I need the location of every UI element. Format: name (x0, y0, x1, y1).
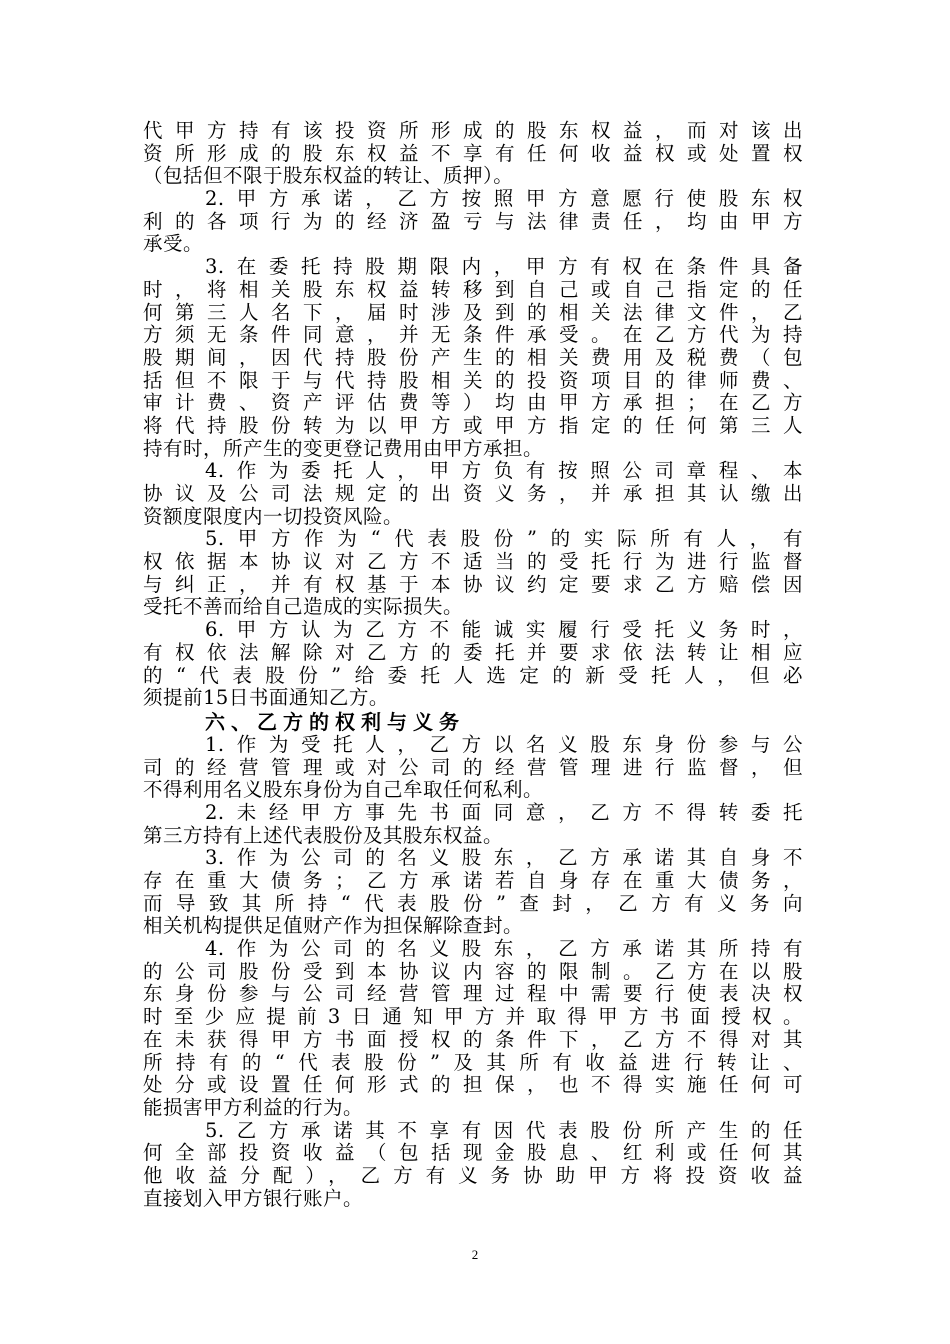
text-line: 股期间，因代持股份产生的相关费用及税费（包 (143, 345, 803, 369)
text-line: 协议及公司法规定的出资义务，并承担其认缴出 (143, 482, 803, 505)
text-line: 审计费、资产评估费等）均由甲方承担；在乙方 (143, 391, 803, 415)
text-line: 能损害甲方利益的行为。 (143, 1095, 364, 1119)
text-line: 与纠正，并有权基于本协议约定要求乙方赔偿因 (143, 572, 803, 596)
text-line: 4.作为委托人，甲方负有按照公司章程、本 (205, 459, 803, 483)
text-line: 而导致其所持“代表股份”查封，乙方有义务向 (143, 891, 803, 915)
text-line: 3.作为公司的名义股东，乙方承诺其自身不 (205, 846, 803, 870)
text-line: 代甲方持有该投资所形成的股东权益，而对该出 (143, 119, 803, 142)
text-line: 不得利用名义股东身份为自己牟取任何私利。 (143, 778, 544, 802)
text-line: 须提前15日书面通知乙方。 (143, 686, 389, 710)
text-line: 资所形成的股东权益不享有任何收益权或处置权 (143, 141, 803, 165)
section-heading: 六、乙方的权利与义务 (205, 709, 465, 734)
document-body (143, 120, 803, 1210)
text-line: 在未获得甲方书面授权的条件下，乙方不得对其 (143, 1027, 803, 1051)
text-line: 何第三人名下，届时涉及到的相关法律文件，乙 (143, 300, 803, 324)
text-line: 括但不限于与代持股相关的投资项目的律师费、 (143, 368, 803, 392)
text-line: 方须无条件同意，并无条件承受。在乙方代为持 (143, 323, 803, 347)
text-line: 所持有的“代表股份”及其所有收益进行转让、 (143, 1050, 803, 1074)
text-line: 的“代表股份”给委托人选定的新受托人，但必 (143, 663, 803, 687)
text-line: 权依据本协议对乙方不适当的受托行为进行监督 (143, 550, 803, 574)
text-line: 持有时，所产生的变更登记费用由甲方承担。 (143, 436, 544, 460)
text-line: 何全部投资收益（包括现金股息、红利或任何其 (143, 1141, 803, 1165)
text-line: 5.甲方作为“代表股份”的实际所有人，有 (205, 527, 803, 551)
text-line: 4.作为公司的名义股东，乙方承诺其所持有 (205, 937, 803, 961)
text-line: 将代持股份转为以甲方或甲方指定的任何第三人 (143, 413, 803, 437)
text-line: 6.甲方认为乙方不能诚实履行受托义务时， (205, 618, 803, 642)
text-line: 司的经营管理或对公司的经营管理进行监督，但 (143, 755, 803, 779)
text-line: 资额度限度内一切投资风险。 (143, 504, 404, 528)
text-line: 1.作为受托人，乙方以名义股东身份参与公 (205, 732, 803, 756)
text-line: 有权依法解除对乙方的委托并要求依法转让相应 (143, 640, 803, 664)
text-line: 2.未经甲方事先书面同意，乙方不得转委托 (205, 800, 803, 824)
text-line: 处分或设置任何形式的担保，也不得实施任何可 (143, 1073, 803, 1097)
text-line: 存在重大债务；乙方承诺若自身存在重大债务， (143, 869, 803, 892)
page-number: 2 (471, 1247, 479, 1262)
text-line: 2.甲方承诺，乙方按照甲方意愿行使股东权 (205, 187, 803, 211)
text-line: 他收益分配），乙方有义务协助甲方将投资收益 (143, 1163, 803, 1187)
text-line: 东身份参与公司经营管理过程中需要行使表决权 (143, 982, 803, 1006)
text-line: 的公司股份受到本协议内容的限制。乙方在以股 (143, 959, 803, 983)
text-line: 时，将相关股东权益转移到自己或自己指定的任 (143, 277, 803, 301)
text-line: （包括但不限于股东权益的转让、质押）。 (143, 164, 514, 188)
text-line: 相关机构提供足值财产作为担保解除查封。 (143, 914, 524, 938)
text-line: 承受。 (143, 232, 204, 256)
text-line: 受托不善而给自己造成的实际损失。 (143, 595, 464, 619)
text-line: 直接划入甲方银行账户。 (143, 1186, 364, 1210)
text-line: 时至少应提前3日通知甲方并取得甲方书面授权。 (143, 1005, 803, 1029)
text-line: 第三方持有上述代表股份及其股东权益。 (143, 823, 504, 847)
text-line: 利的各项行为的经济盈亏与法律责任，均由甲方 (143, 209, 803, 233)
text-line: 3.在委托持股期限内，甲方有权在条件具备 (205, 255, 803, 279)
text-line: 5.乙方承诺其不享有因代表股份所产生的任 (205, 1118, 803, 1142)
